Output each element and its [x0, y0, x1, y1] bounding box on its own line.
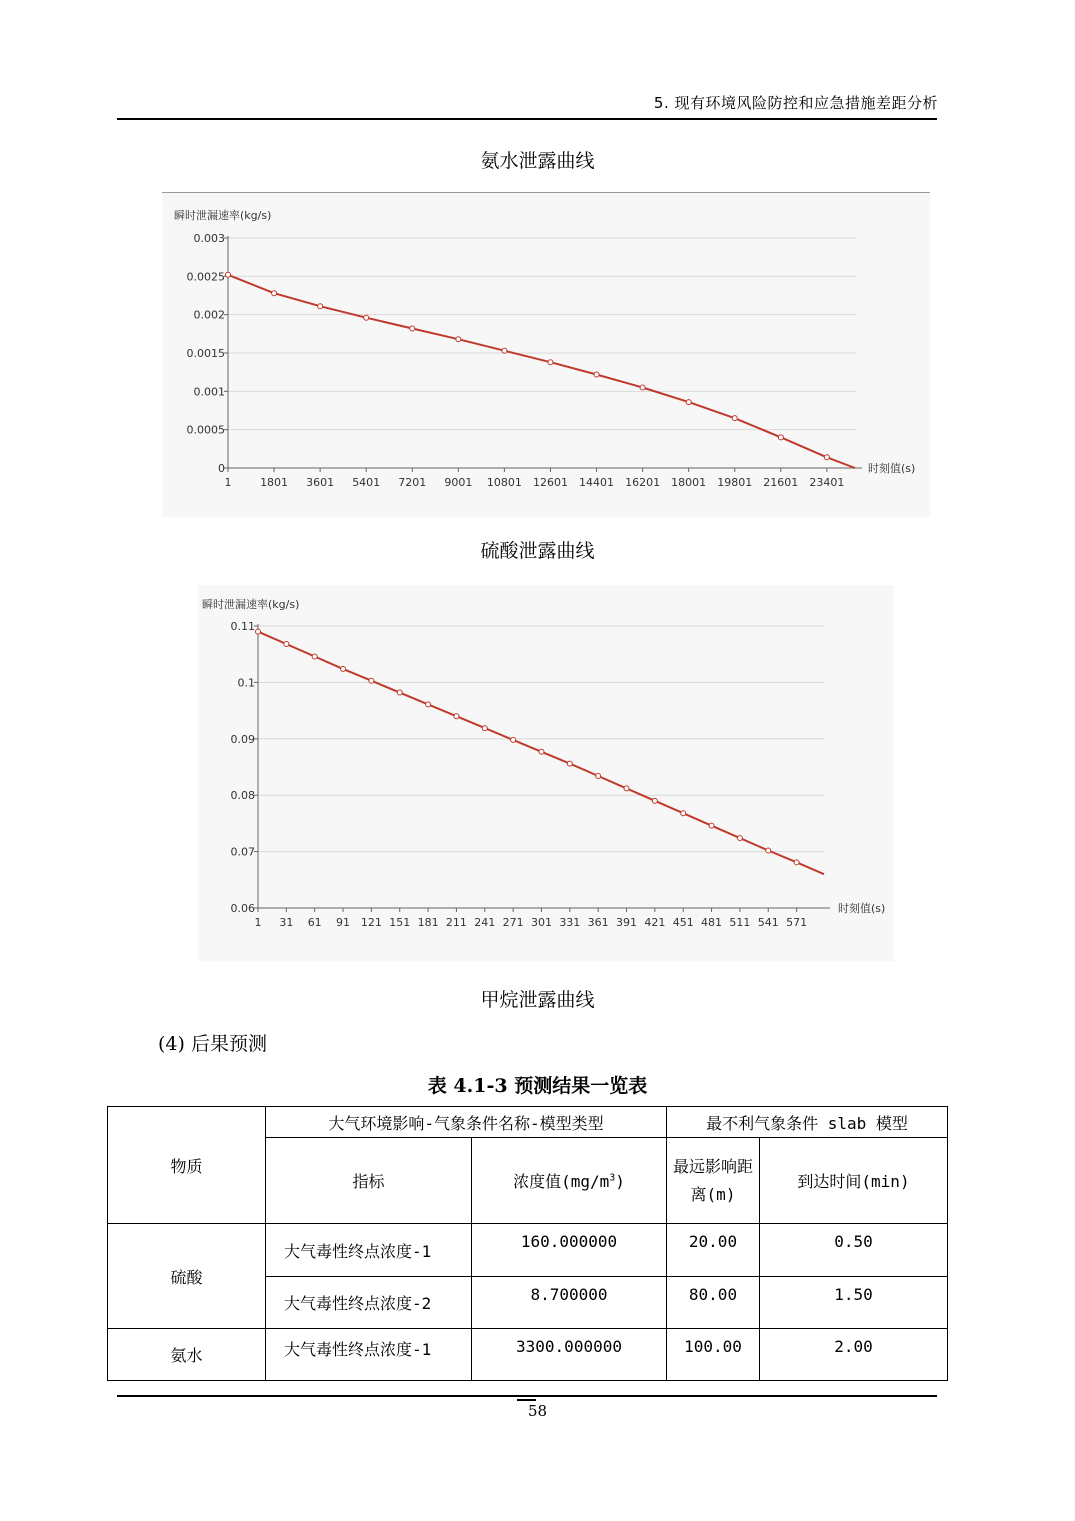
x-tick-label: 511: [729, 916, 751, 929]
cell-concentration: 8.700000: [472, 1277, 667, 1329]
data-point: [397, 690, 402, 695]
data-point: [766, 848, 771, 853]
chart1-caption: 氨水泄露曲线: [480, 150, 595, 172]
y-axis-title: 瞬时泄漏速率(kg/s): [174, 209, 272, 222]
page-number-bar: [517, 1399, 536, 1401]
cell-concentration: 160.000000: [472, 1224, 667, 1277]
x-tick-label: 241: [474, 916, 496, 929]
y-tick-label: 0.08: [230, 789, 255, 803]
data-point: [794, 860, 799, 865]
sulfuric-acid-leak-chart: [198, 585, 894, 961]
cell-time: 2.00: [760, 1329, 948, 1381]
series-line: [228, 275, 855, 468]
cell-distance: 100.00: [667, 1329, 760, 1381]
y-tick-label: 0.1: [237, 676, 255, 690]
header-group-atmosphere: 大气环境影响-气象条件名称-模型类型: [266, 1107, 667, 1138]
y-tick-label: 0.003: [193, 232, 225, 245]
data-point: [256, 629, 261, 634]
data-point: [341, 666, 346, 671]
x-tick-label: 91: [336, 916, 351, 929]
header-group-weather: 最不利气象条件 slab 模型: [667, 1107, 948, 1138]
cell-indicator: 大气毒性终点浓度-2: [266, 1277, 472, 1329]
data-point: [548, 360, 553, 365]
x-tick-label: 541: [757, 916, 779, 929]
header-indicator: 指标: [266, 1138, 472, 1224]
y-tick-label: 0.0015: [186, 347, 225, 360]
data-point: [272, 291, 277, 296]
x-tick-label: 181: [417, 916, 439, 929]
data-point: [369, 678, 374, 683]
x-tick-label: 12601: [532, 476, 568, 489]
header-section-title: 5. 现有环境风险防控和应急措施差距分析: [653, 94, 938, 112]
data-point: [737, 836, 742, 841]
x-tick-label: 14401: [579, 476, 615, 489]
table-title: 表 4.1-3 预测结果一览表: [427, 1075, 648, 1097]
data-point: [502, 348, 507, 353]
header-concentration: [472, 1138, 667, 1224]
x-tick-label: 5401: [352, 476, 381, 489]
data-point: [456, 337, 461, 342]
y-tick-label: 0.07: [230, 845, 255, 859]
y-tick-label: 0.11: [230, 620, 255, 633]
results-table: [107, 1106, 948, 1381]
y-tick-label: 0.0025: [186, 270, 225, 284]
x-tick-label: 301: [530, 916, 552, 929]
data-point: [652, 798, 657, 803]
x-tick-label: 421: [644, 916, 666, 929]
data-point: [410, 326, 415, 331]
data-point: [454, 714, 459, 719]
data-point: [567, 761, 572, 766]
x-tick-label: 1: [254, 916, 262, 929]
data-point: [539, 749, 544, 754]
x-axis-title: 时刻值(s): [868, 462, 916, 475]
x-tick-label: 16201: [625, 476, 661, 489]
y-axis-title: 瞬时泄漏速率(kg/s): [202, 598, 300, 611]
x-tick-label: 23401: [809, 476, 845, 489]
header-concentration-suffix: ): [615, 1172, 625, 1191]
y-tick-label: 0.06: [230, 902, 255, 915]
x-tick-label: 271: [502, 916, 524, 929]
x-tick-label: 18001: [671, 476, 707, 489]
data-point: [312, 654, 317, 659]
data-point: [624, 786, 629, 791]
data-point: [318, 304, 323, 309]
x-tick-label: 9001: [444, 476, 473, 489]
header-concentration-prefix: 浓度值(mg/m: [513, 1172, 610, 1191]
header-concentration-sup: 3: [609, 1172, 616, 1184]
page-number: 58: [527, 1402, 548, 1420]
header-substance: 物质: [108, 1107, 266, 1224]
y-tick-label: 0.09: [230, 732, 255, 746]
data-point: [709, 823, 714, 828]
table-row: [108, 1329, 948, 1381]
header-rule: [117, 118, 937, 120]
data-point: [824, 455, 829, 460]
ammonia-leak-chart-svg: [162, 192, 930, 517]
x-tick-label: 121: [360, 916, 382, 929]
data-point: [681, 811, 686, 816]
cell-time: 0.50: [760, 1224, 948, 1277]
cell-distance: 20.00: [667, 1224, 760, 1277]
cell-indicator: 大气毒性终点浓度-1: [266, 1224, 472, 1277]
x-tick-label: 19801: [717, 476, 753, 489]
x-tick-label: 61: [307, 916, 322, 929]
x-tick-label: 21601: [763, 476, 799, 489]
x-tick-label: 10801: [486, 476, 522, 489]
data-point: [482, 726, 487, 731]
data-point: [284, 642, 289, 647]
x-tick-label: 571: [786, 916, 808, 929]
x-tick-label: 7201: [398, 476, 427, 489]
cell-time: 1.50: [760, 1277, 948, 1329]
data-point: [511, 737, 516, 742]
chart3-caption: 甲烷泄露曲线: [480, 989, 595, 1011]
cell-substance: 氨水: [108, 1329, 266, 1381]
section-heading: (4) 后果预测: [158, 1033, 267, 1055]
y-tick-label: 0: [218, 462, 225, 475]
y-tick-label: 0.0005: [186, 423, 225, 437]
x-tick-label: 211: [445, 916, 467, 929]
data-point: [226, 272, 231, 277]
x-tick-label: 1801: [260, 476, 289, 489]
x-tick-label: 361: [587, 916, 609, 929]
cell-concentration: 3300.000000: [472, 1329, 667, 1381]
x-tick-label: 151: [389, 916, 411, 929]
x-tick-label: 391: [616, 916, 638, 929]
x-tick-label: 451: [672, 916, 694, 929]
y-tick-label: 0.002: [193, 308, 225, 322]
x-axis-title: 时刻值(s): [838, 902, 886, 915]
sulfuric-acid-leak-chart-svg: [198, 585, 894, 961]
x-tick-label: 481: [701, 916, 723, 929]
data-point: [426, 702, 431, 707]
x-tick-label: 3601: [306, 476, 335, 489]
footer-rule: [117, 1395, 937, 1397]
x-tick-label: 31: [279, 916, 294, 929]
chart2-caption: 硫酸泄露曲线: [480, 540, 595, 562]
header-time: 到达时间(min): [760, 1138, 948, 1224]
data-point: [594, 372, 599, 377]
data-point: [732, 416, 737, 421]
cell-substance: 硫酸: [108, 1224, 266, 1329]
ammonia-leak-chart: [162, 192, 930, 517]
cell-indicator: 大气毒性终点浓度-1: [266, 1329, 472, 1381]
y-tick-label: 0.001: [193, 385, 225, 399]
data-point: [596, 774, 601, 779]
cell-distance: 80.00: [667, 1277, 760, 1329]
data-point: [686, 400, 691, 405]
data-point: [640, 385, 645, 390]
header-distance: 最远影响距离(m): [667, 1138, 760, 1224]
table-row: [108, 1224, 948, 1277]
data-point: [778, 435, 783, 440]
data-point: [364, 315, 369, 320]
x-tick-label: 331: [559, 916, 581, 929]
x-tick-label: 1: [224, 476, 232, 489]
